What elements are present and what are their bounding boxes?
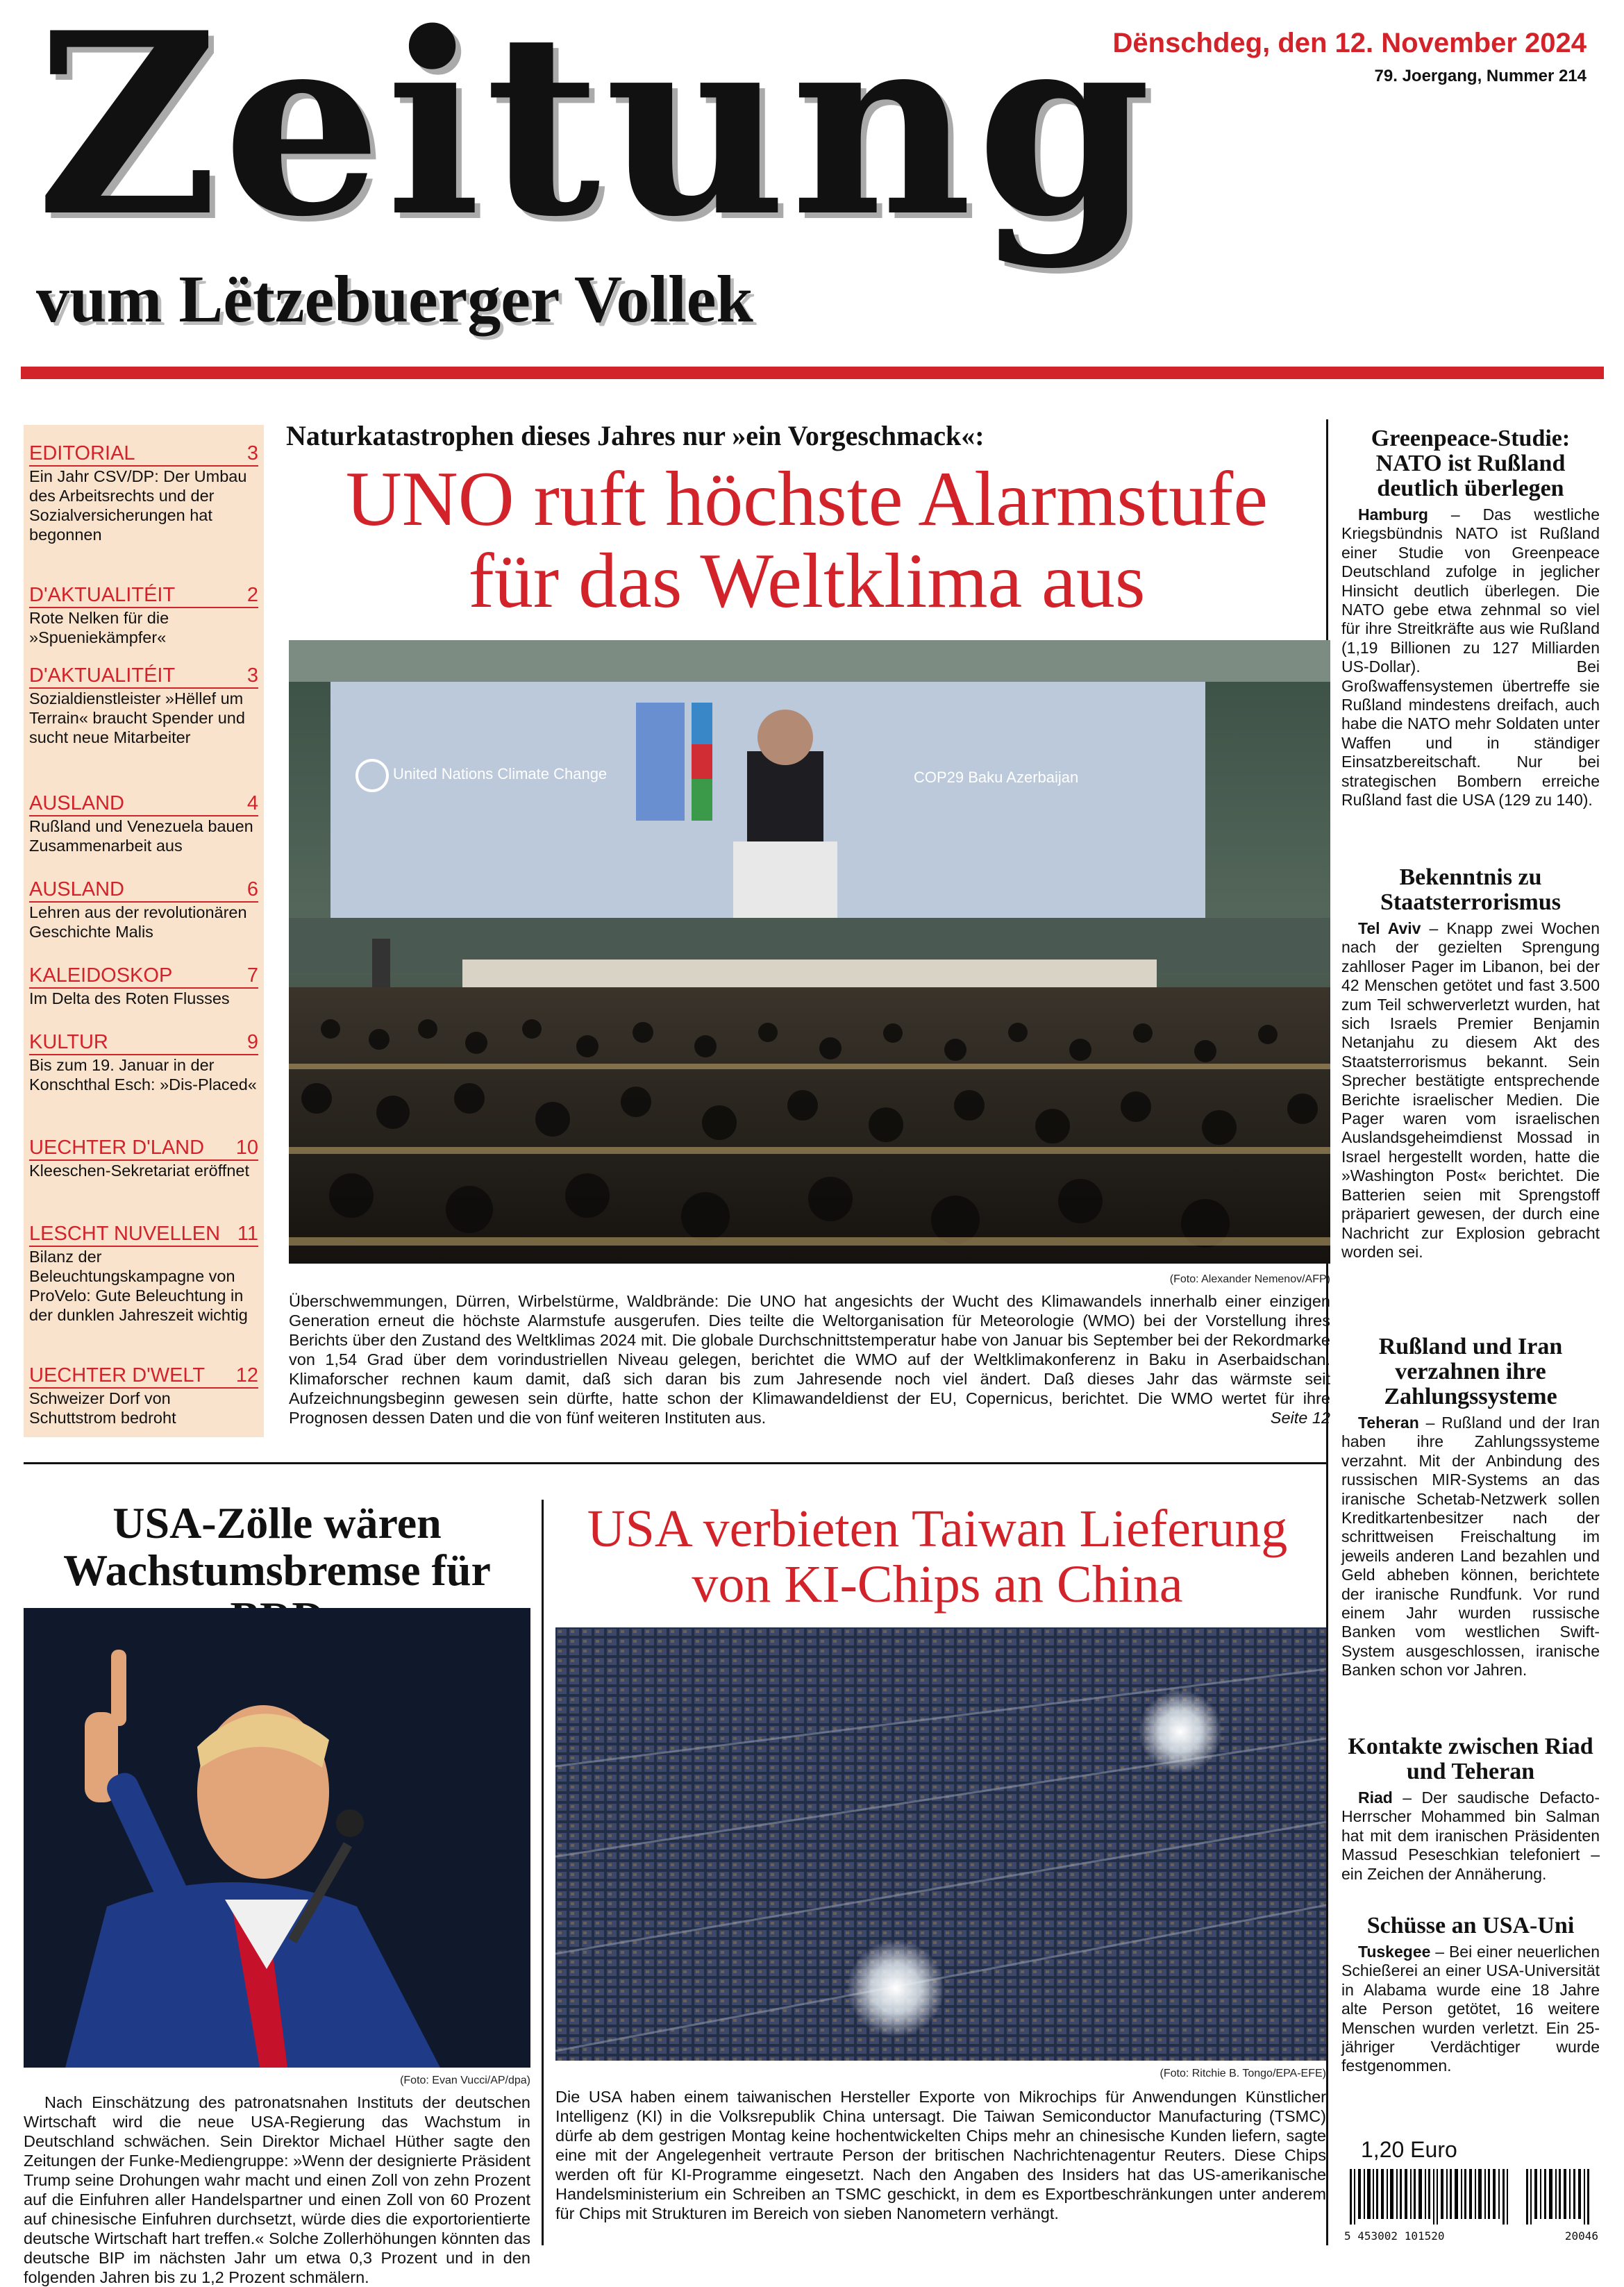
trump-headline-line2: Wachstumsbremse für (63, 1545, 491, 1595)
toc-text: Schweizer Dorf von Schuttstrom bedroht (29, 1389, 176, 1427)
toc-text: Sozialdienstleister »Hëllef um Terrain« braucht Spender und sucht neue Mitarbeiter (29, 689, 245, 746)
toc-section: D'AKTUALITÉIT (29, 584, 176, 606)
price: 1,20 Euro (1361, 2137, 1457, 2162)
toc-text: Rote Nelken für die »Spueniekämpfer« (29, 609, 169, 646)
table-of-contents (24, 425, 264, 1437)
lead-page-ref[interactable]: Seite 12 (1270, 1409, 1330, 1427)
brief-text: – Bei einer neuerlichen Schießerei an einer USA-Universität in Alabama wurde eine 18 Jahre alte Person getötet, 16 weitere Menschen wurden verletzt. Ein 25-jähriger Verdächtiger wurde festgenommen. (1341, 1943, 1600, 2075)
toc-section: D'AKTUALITÉIT (29, 664, 176, 687)
toc-section: AUSLAND (29, 792, 124, 814)
barcode-bars (1344, 2169, 1598, 2225)
toc-text: Ein Jahr CSV/DP: Der Umbau des Arbeitsrechts und der Sozialversicherungen hat begonnen (29, 467, 247, 544)
toc-page: 4 (246, 792, 258, 814)
wafer-chips-image (555, 1627, 1326, 2061)
toc-section: KALEIDOSKOP (29, 964, 173, 987)
toc-text: Bilanz der Beleuchtungskampagne von ProVelo: Gute Beleuchtung in der dunklen Jahreszeit wichtig (29, 1248, 248, 1324)
trump-photo-caption: (Foto: Evan Vucci/AP/dpa) (400, 2075, 530, 2086)
toc-page: 3 (246, 442, 258, 464)
brief-body (1341, 919, 1600, 1262)
brief-body (1341, 1943, 1600, 2076)
brief-israel (1341, 865, 1600, 1262)
lead-headline[interactable] (286, 458, 1328, 622)
toc-page: 11 (237, 1223, 258, 1245)
toc-section: LESCHT NUVELLEN (29, 1223, 221, 1245)
brief-riad (1341, 1734, 1600, 1884)
lead-kicker: Naturkatastrophen dieses Jahres nur »ein Vorgeschmack«: (286, 420, 985, 451)
toc-text: Lehren aus der revolutionären Geschichte Malis (29, 903, 247, 941)
barcode-number-left: 5 453002 101520 (1344, 2229, 1445, 2243)
trump-body: Nach Einschätzung des patronatsnahen Instituts der deutschen Wirtschaft wird die neue USA-Regierung das Wachstum in Deutschland schwächen. Sein Direktor Michael Hüther sagte den Zeitungen der Funke-Mediengruppe: »Wenn der designierte Präsident Trump seine Drohungen wahr macht und einen Zoll von zehn Prozent auf die Einfuhren aller Handelspartner und einen Zoll von 60 Prozent auf chinesische Einfuhren durchsetzt, würde dies die exportorientierte deutsche Wirtschaft hart treffen.« Solche Zollerhöhungen könnten das deutsche BIP im nächsten Jahr um etwa 0,3 Prozent und in den folgenden Jahren bis zu 1,2 Prozent schmälern. (24, 2093, 530, 2286)
issue-number: 79. Joergang, Nummer 214 (1374, 67, 1587, 85)
brief-iran (1341, 1334, 1600, 1680)
brief-place: Riad (1358, 1788, 1393, 1807)
toc-page: 10 (235, 1137, 258, 1159)
brief-body (1341, 1414, 1600, 1680)
toc-item[interactable] (29, 878, 258, 941)
brief-place: Tuskegee (1358, 1943, 1431, 1961)
trump-photo (24, 1608, 530, 2068)
toc-text: Bis zum 19. Januar in der Konschthal Esch: »Dis-Placed« (29, 1056, 257, 1094)
toc-page: 12 (235, 1364, 258, 1387)
column-divider (542, 1500, 544, 2245)
toc-item[interactable] (29, 583, 258, 647)
brief-headline[interactable]: Kontakte zwischen Riad und Teheran (1348, 1734, 1593, 1784)
section-divider (24, 1462, 1326, 1464)
chips-photo (555, 1627, 1326, 2061)
lead-headline-line2: für das Weltklima aus (468, 538, 1146, 624)
barcode (1344, 2169, 1598, 2243)
toc-item[interactable] (29, 1364, 258, 1427)
brief-body (1341, 1788, 1600, 1884)
barcode-number-right: 20046 (1564, 2229, 1598, 2243)
brief-text: – Der saudische Defacto-Herrscher Mohammed bin Salman hat mit dem iranischen Präsidenten Massud Peseschkian telefoniert – ein Zeichen der Annäherung. (1341, 1788, 1600, 1883)
toc-section: KULTUR (29, 1031, 108, 1053)
toc-item[interactable] (29, 1136, 258, 1180)
toc-item[interactable] (29, 442, 258, 544)
toc-text: Rußland und Venezuela bauen Zusammenarbeit aus (29, 817, 253, 855)
toc-page: 6 (246, 878, 258, 900)
chips-body: Die USA haben einem taiwanischen Hersteller Exporte von Mikrochips für Anwendungen Künstlicher Intelligenz (KI) in die Volksrepublik China untersagt. Die Taiwan Semiconductor Manufacturing (TSMC) dürfe ab dem gestrigen Montag keine hochentwickelten Chips mehr an chinesische Kunden liefern, sagte eine mit der Angelegenheit vertraute Person der britischen Nachrichtenagentur Reuters. Diese Chips werden oft für KI-Programme eingesetzt. Nach den Angaben des Insiders hat das US-amerikanische Handelsministerium ein Schreiben an TSMC geschickt, in dem es Exportbeschränkungen unter anderem für Chips mit Strukturen im Bereich von sieben Nanometern verhängt. (555, 2088, 1326, 2222)
brief-place: Teheran (1358, 1414, 1419, 1432)
masthead-rule (21, 367, 1604, 379)
toc-section: UECHTER D'LAND (29, 1137, 205, 1159)
brief-headline[interactable]: Rußland und Iran verzahnen ihre Zahlungssysteme (1378, 1334, 1563, 1409)
toc-item[interactable] (29, 1030, 258, 1094)
brief-headline[interactable]: Schüsse an USA-Uni (1366, 1913, 1575, 1938)
toc-item[interactable] (29, 1222, 258, 1325)
chips-headline-line1: USA verbieten Taiwan Lieferung (587, 1500, 1288, 1558)
brief-headline[interactable]: Bekenntnis zu Staatsterrorismus (1380, 864, 1561, 915)
toc-section: AUSLAND (29, 878, 124, 900)
chips-headline[interactable] (555, 1501, 1319, 1612)
brief-nato (1341, 426, 1600, 810)
toc-section: UECHTER D'WELT (29, 1364, 206, 1387)
trump-speaking-image (24, 1608, 530, 2068)
masthead-title: Zeitung (36, 0, 1156, 271)
lead-body (289, 1291, 1330, 1427)
brief-place: Tel Aviv (1358, 919, 1421, 937)
brief-usa-uni (1341, 1913, 1600, 2076)
toc-text: Im Delta des Roten Flusses (29, 989, 230, 1007)
toc-text: Kleeschen-Sekretariat eröffnet (29, 1162, 249, 1180)
brief-body (1341, 505, 1600, 810)
toc-page: 2 (246, 584, 258, 606)
toc-section: EDITORIAL (29, 442, 135, 464)
conference-hall-image (289, 640, 1330, 1264)
issue-date: Dënschdeg, den 12. November 2024 (1112, 28, 1587, 58)
toc-item[interactable] (29, 664, 258, 747)
lead-body-text: Überschwemmungen, Dürren, Wirbelstürme, Waldbrände: Die UNO hat angesichts der Wucht des Klimawandels innerhalb einer einzigen Generation erneut die höchste Alarmstufe ausgerufen. Dies teilte die Weltorganisation für Meteorologie (WMO) bei der Vorstellung ihres Berichts über den Zustand des Weltklimas 2024 mit. Die globale Durchschnittstemperatur habe von Januar bis September bei der Rekordmarke von 1,54 Grad über dem vorindustriellen Niveau gelegen, berichtet die WMO auf der Weltklimakonferenz in Baku in Aserbaidschan. Klimaforscher rechnen kaum damit, daß sich daran bis zum Jahresende noch viel ändert. Daß dieses Jahr das wärmste seit Aufzeichnungsbeginn gewesen sein dürfte, hatte schon der Klimawandeldienst der EU, Copernicus, berichtet. Die WMO wertet für ihre Prognosen dessen Daten und die von fünf weiteren Instituten aus. (289, 1292, 1330, 1427)
brief-text: – Knapp zwei Wochen nach der gezielten Sprengung zahlloser Pager im Libanon, bei der 42 Menschen getötet und fast 3.500 zum Teil schwerverletzt wurden, hat sich Israels Premier Benjamin Netanjahu zu diesem Akt des Staatsterrorismus bekannt. Sein Sprecher bestätigte entsprechende Berichte israelischer Medien. Die Pager waren vom israelischen Auslandsgeheimdienst Mossad in Israel hergestellt worden, hatte die »Washington Post« berichtet. Die Batterien seien mit Sprengstoff präpariert gewesen, der durch eine Nachricht zur Explosion gebracht worden sei. (1341, 919, 1600, 1261)
lead-photo-caption: (Foto: Alexander Nemenov/AFP) (1169, 1273, 1330, 1285)
brief-text: – Rußland und der Iran haben ihre Zahlungssysteme verzahnt. Mit der Anbindung des russischen MIR-Systems an das iranische Schetab-Netzwerk sollen Kreditkartenbesitzer nach der schrittweisen Freischaltung im jeweils anderen Land bezahlen und Geld abheben können, berichtete der iranische Rundfunk. Vor rund einem Jahr wurden russische Banken vom westlichen Swift-System ausgeschlossen, iranische Banken schon vor Jahren. (1341, 1414, 1600, 1679)
lead-headline-line1: UNO ruft höchste Alarmstufe (345, 456, 1269, 542)
toc-page: 3 (246, 664, 258, 687)
toc-page: 7 (246, 964, 258, 987)
chips-headline-line2: von KI-Chips an China (692, 1555, 1183, 1614)
brief-headline[interactable]: Greenpeace-Studie: NATO ist Rußland deutlich überlegen (1371, 426, 1571, 501)
toc-page: 9 (246, 1031, 258, 1053)
screen-text-right: COP29 Baku Azerbaijan (914, 769, 1079, 786)
toc-item[interactable] (29, 964, 258, 1008)
masthead-subtitle: vum Lëtzebuerger Vollek (36, 262, 753, 336)
chips-photo-caption: (Foto: Ritchie B. Tongo/EPA-EFE) (1160, 2068, 1326, 2079)
screen-text-left: United Nations Climate Change (393, 765, 608, 782)
toc-item[interactable] (29, 791, 258, 855)
lead-photo (289, 640, 1330, 1264)
brief-text: – Das westliche Kriegsbündnis NATO ist Rußland einer Studie von Greenpeace Deutschland zufolge in jeglicher Hinsicht deutlich überlegen. Die NATO gebe etwa zehnmal so viel für ihre Streitkräfte aus wie Rußland (1,19 Billionen zu 127 Milliarden US-Dollar). Bei Großwaffensystemen übertreffe sie Rußland mindestens dreifach, auch habe die NATO mehr Soldaten unter Waffen und in ständiger Einsatzbereitschaft. Nur bei strategischen Bombern erreiche Rußland fast die USA (129 zu 140). (1341, 505, 1600, 810)
brief-place: Hamburg (1358, 505, 1428, 523)
trump-headline-line1: USA-Zölle wären (112, 1498, 442, 1548)
